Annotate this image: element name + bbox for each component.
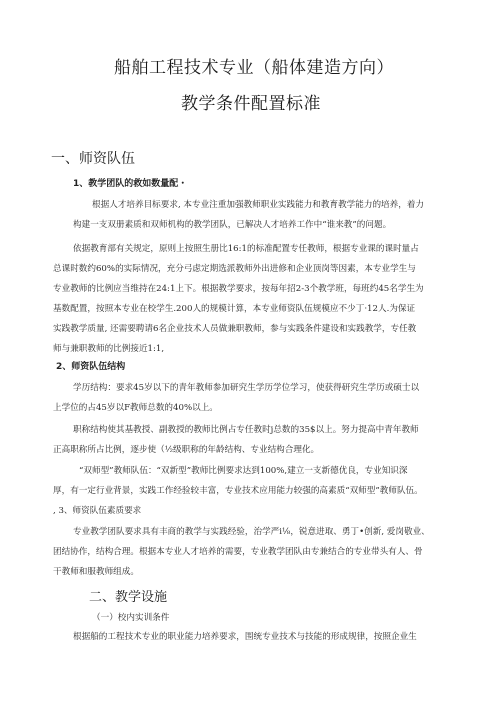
- subheading-faculty-structure: 2、师资队伍结构: [56, 362, 126, 372]
- subheading-on-campus-training: （一）校内实训条件: [92, 613, 170, 623]
- paragraph-line: 学历结构：要求45岁以下的青年教师参加研究生学历学位学习，使获得研究生学历或硕士以: [73, 383, 420, 393]
- subheading-team-size: 1、教学团队的救如数量配・: [73, 179, 188, 189]
- paragraph-line: 厚，有一定行业背景，实践工作经验较丰富，专业技术应用能力较强的高素质“双师型”教师队伍。: [53, 486, 423, 496]
- section-heading-faculty: 一、师资队伍: [51, 151, 135, 167]
- paragraph-line: 根据船的工程技术专业的职业能力培养要求，围统专业技术与技能的形成规律，按照企业生: [73, 632, 417, 642]
- subheading-faculty-quality: , 3、师资队伍素质要求: [53, 506, 142, 516]
- paragraph-line: 总课时数约60%的实际情况，充分弓虑定期选派教师外出进修和企业顶岗等因素，本专业学生与: [53, 264, 416, 274]
- paragraph-line: 实践教学质量, 还需要聘请6名企业技术人员做兼职教师，参与实践条件建设和实践教学，专任教: [53, 324, 417, 334]
- paragraph-line: 师与兼职教师的比例接近1:1,: [53, 344, 165, 354]
- paragraph-line: 职称结构使其基教授、副教授的教师比例占专任教时j总数的35$以上。努力提高中青年教师: [73, 425, 419, 435]
- paragraph-line: 构建一支双册素质和双师机构的教学团队，已解决人才培养工作中“谁来教”的问题。: [73, 220, 392, 230]
- document-title-line2: 教学条件配置标准: [181, 94, 321, 114]
- paragraph-line: 根据人才培养目标要求, 本专业注重加强教师职业实践能力和教育教学能力的培养，着力: [92, 200, 425, 210]
- document-title-line1: 船舶工程技术专业（船体建造方向）: [114, 58, 394, 78]
- paragraph-line: 正高职称所占比例，逐步使（½级职称的年龄结构、专业结构合理化。: [53, 445, 320, 455]
- paragraph-line: 干教师和服教师组成。: [53, 567, 139, 577]
- section-heading-facilities: 二、教学设施: [89, 590, 168, 605]
- paragraph-line: 专业教学团队要求具有丰商的教学与实践经验，治学严i⅛，锐意进取、勇丁•创新, 爱岗敬业、: [73, 527, 430, 537]
- paragraph-line: 团结协作，结构合理。根据本专业人才培养的需要，专业教学团队由专兼结合的专业带头有人、骨: [53, 547, 423, 557]
- paragraph-line: “双师型”教师队伍：“双新型”教师比例要求达到100%,建立一支新德优良，专业知识深: [79, 466, 408, 476]
- paragraph-line: 基数配置，按照本专业在校学生.200人的规模计算，本专业师资队伍规模应不少丁·12人.为保证: [53, 304, 416, 314]
- paragraph-line: 专业教师的比例应当维持在24:1上下。根据教学要求，按每年招2-3个教学班，每班约45名学生为: [53, 284, 424, 294]
- paragraph-line: 上学位的占45岁以F教师总数的40%以上。: [53, 403, 218, 413]
- paragraph-line: 依据教育部有关规定，原则上按照生册比16:1的标准配置专任教师，根据专业课的课时量占: [73, 244, 419, 254]
